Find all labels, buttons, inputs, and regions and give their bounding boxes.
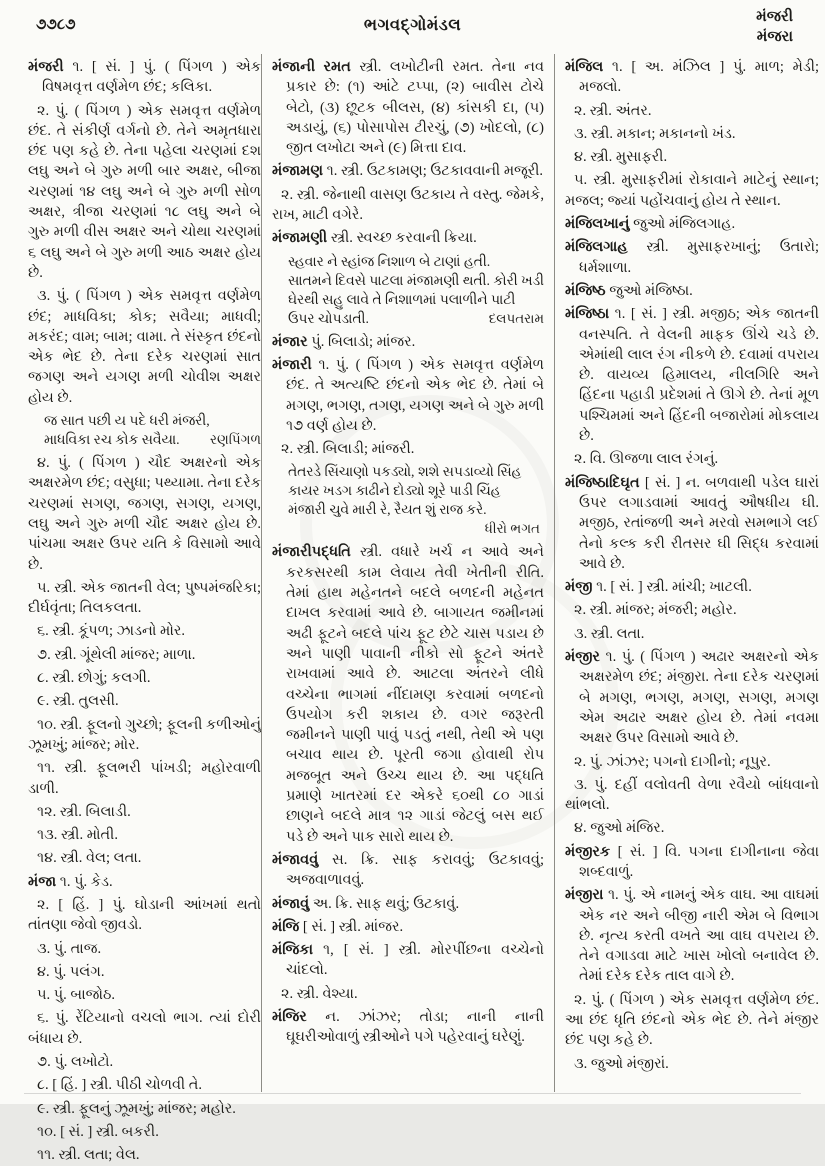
entry-sense: ૩. પું. ( પિંગળ ) એક સમવૃત્ત વર્ણમેળ છંદ; માધવિકા; કોક; સવૈયા; માધવી; મકરંદ; વામ; બામ; વામા. તે સંસ્કૃત છંદનો એક ભેદ છે. તેના દરેક ચરણમાં સાત જગણ અને યગણ મળી ચોવીશ અક્ષર હોય છે. [28,288,261,406]
dictionary-entry: મંજીરક [ સં. ] વિ. પગના દાગીનાના જેવા શબ્દવાળું. [565,843,820,880]
verse-quote [288,462,544,538]
entry-sense: ૪. પું. ( પિંગળ ) ચૌદ અક્ષરનો એક અક્ષરમેળ છંદ; વસુધા; પથ્યામા. તેના દરેક ચરણમાં સગણ, જગણ, સગણ, યગણ, લઘુ અને ગુરુ મળી ચૌદ અક્ષર હોય છે. પાંચમા અક્ષર ઉપર યતિ કે વિસામો આવે છે. [28,455,261,573]
verse-line: ઘેરથી સહુ લાવે તે નિશાળમાં પલાળીને પાટી [288,291,516,307]
headword: મંજરી [28,59,73,75]
dictionary-entry: મંજીરા ૧. પું. એ નામનું એક વાઘ. આ વાઘમાં એક નર અને બીજી નારી એમ બે વિભાગ છે. નૃત્ય કરતી વખતે આ વાઘ વપરાય છે. તેને વગાડવા માટે ખાસ ખોલો બનાવેલ છે. તેમાં દરેક દરેક તાલ વાગે છે. [565,887,819,985]
entry-sense: ૩. જુઓ મંજીરાં. [574,1055,669,1072]
verse-attribution: રણપિંગળ [210,432,261,448]
verse-attribution: દલપતરામ [488,310,544,326]
entry-sense: ૧૪. સ્ત્રી. વેલ; લતા. [37,850,142,867]
headword: મંજિષ્ઠા [565,306,615,323]
entry-sense: ૩. સ્ત્રી. લતા. [574,625,645,642]
verse-quote [288,252,544,328]
entry-sense: ૫. સ્ત્રી. મુસાફરીમાં રોકાવાને માટેનું સ્થાન; મજલ; જ્યાં પહોંચવાનું હોય તે સ્થાન. [565,172,819,209]
dictionary-entry: મંજારીપદ્ધતિ સ્ત્રી. વધારે ખર્ચ ન આવે અને કરકસરથી કામ લેવાય તેવી ખેતીની રીતિ. તેમાં હાથ મહેનતને બદલે બળદની મહેનત દાખલ કરવામાં આવે છે. બાગાયત જમીનમાં અઢી ફૂટને બદલે પાંચ ફૂટ છેટે ચાસ પડાય છે અને પાણી પાવાની નીકો સો ફૂટને અંતરે રાખવામાં આવે છે. આટલા અંતરને લીધે વચ્ચેના ભાગમાં નીંદામણ કરવામાં બળદનો ઉપયોગ કરી શકાય છે. વગર જરૂરતી જમીનને પાણી પાવું પડતું નથી, તેથી એ પણ બચાવ થાય છે. પૂરતી જગા હોવાથી રોપ મજબૂત અને ઉચ્ચ થાય છે. આ પદ્ધતિ પ્રમાણે ખાતરમાં દર એકરે ૬૦થી ૮૦ ગાડાં છાણને બદલે માત્ર ૧૨ ગાડાં જેટલું બસ થઈ પડે છે અને પાક સારો થાય છે. [272,544,544,845]
entry-sense: ૩. સ્ત્રી. મકાન; મકાનનો ખંડ. [574,125,736,142]
dictionary-entry: મંજામણ ૧. સ્ત્રી. ઉટકામણ; ઉટકાવવાની મજૂરી. [272,163,544,180]
verse-line: જ સાત પછી ય પદે ધરી મંજરી, [44,413,210,429]
dictionary-entry: મંજિર ન. ઝાંઝર; તોડા; નાની નાની ઘૂઘરીઓવાળું સ્ત્રીઓને પગે પહેરવાનું ઘરેણું. [272,1008,545,1046]
entry-sense: ૫. સ્ત્રી. એક જાતની વેલ; પુષ્પમંજરિકા; દીર્ઘવૃંતા; તિલકલતા. [28,579,261,617]
entry-sense: ૫. પું. બાજોઠ. [37,987,116,1004]
entry-sense: ૭. સ્ત્રી. ગૂંથેલી માંજર; માળા. [37,646,196,663]
headword: મંજિર [272,1008,326,1025]
verse-line: સ્હવાર ને સ્હાંજ નિશાળ બે ટાણાં હતી. [288,253,491,269]
dictionary-entry: મંજિષ્ઠાદિઘૃત [ સં. ] ન. બળવાથી પડેલ ઘારાં ઉપર લગાડવામાં આવતું ઔષધીય ઘી. મજીઠ, રતાંજળી અને મરવો સમભાગે લઈ તેનો કલ્ક કરી રીતસર ઘી સિદ્ધ કરવામાં આવે છે. [565,474,819,572]
bottom-rule [24,1093,801,1094]
entry-sense: ૨. પું. ( પિંગળ ) એક સમવૃત્ત વર્ણમેળ છંદ. આ છંદ ધૃતિ છંદનો એક ભેદ છે. તેને મંજીર છંદ પણ કહે છે. [565,991,819,1049]
dictionary-entry: મંજિલ ૧. [ અ. મંઝિલ ] પું. માળ; મેડી; મજલો. [565,59,819,96]
entry-sense: ૧૨. સ્ત્રી. બિલાડી. [37,803,131,820]
dictionary-entry: મંજિ [ સં. ] સ્ત્રી. માંજર. [272,918,404,935]
dictionary-entry: મંજિલખાનું જુઓ મંજિલગાહ. [565,216,736,233]
headword: મંજિલગાહ [565,239,647,256]
dictionary-entry: મંજા ૧. પું. કેડ. [28,873,113,890]
dictionary-entry: મંજિષ્ઠા ૧. [ સં. ] સ્ત્રી. મજીઠ; એક જાતની વનસ્પતિ. તે વેલની માફક ઊંચે ચડે છે. એમાંથી લાલ રંગ નીકળે છે. દવામાં વપરાય છે. વાયવ્ય હિમાલય, નીલગિરિ અને હિંદના પહાડી પ્રદેશમાં તે ઊગે છે. તેનાં મૂળ પશ્ચિમમાં અને હિંદની બજારોમાં મોકલાય છે. [565,306,819,445]
entry-sense: ૭. પું. લખોટો. [37,1054,114,1071]
entry-sense: ૩. પું. તાજ. [37,940,102,957]
entry-sense: ૯. સ્ત્રી. ફૂલનું ઝૂમખું; માંજર; મહોર. [37,1100,236,1117]
verse-line: મંજારી ચુવે મારી રે, રૈયત શું રાજ કરે. [288,502,487,518]
entry-sense: ૯. સ્ત્રી. તુલસી. [37,693,119,710]
entry-sense: ૨. સ્ત્રી. માંજર; મંજરી; મહોર. [574,602,737,619]
page-number: ૭૭૮૭ [36,17,76,33]
header-guide-words [756,7,793,47]
entry-sense: ૨. સ્ત્રી. જેનાથી વાસણ ઉટકાય તે વસ્તુ. જેમકે, રાખ, માટી વગેરે. [272,186,544,224]
text-columns [28,54,820,1164]
verse-line: ઉપર ચોપડાતી. દલપતરામ [288,310,544,326]
entry-sense: ૧૩. સ્ત્રી. મોતી. [37,827,118,844]
entry-sense: ૮. સ્ત્રી. છોગું; કલગી. [37,670,151,687]
headword: મંજામણ [272,163,327,180]
dictionary-entry: મંજિષ્ઠ જુઓ મંજિષ્ઠા. [565,282,693,299]
entry-sense: ૨. સ્ત્રી. અંતર. [574,102,652,119]
headword: મંજીર [565,649,606,666]
headword: મંજારીપદ્ધતિ [272,544,360,561]
entry-sense: ૪. જુઓ મંજિર. [574,820,665,837]
verse-quote [44,411,261,449]
entry-sense: ૧૧. સ્ત્રી. લતા; વેલ. [37,1147,140,1164]
entry-sense: ૧૦. [ સં. ] સ્ત્રી. બકરી. [37,1123,159,1140]
entry-sense: ૨. વિ. ઊજળા લાલ રંગનું. [574,451,719,468]
dictionary-entry: મંજી ૧. [ સં. ] સ્ત્રી. માંચી; ખાટલી. [565,579,752,596]
entry-sense: ૨. પું. ઝાંઝર; પગનો દાગીનો; નૂપુર. [574,753,771,770]
verse-line: માધવિકા રચ કોક સવૈયા. રણપિંગળ [44,432,261,448]
headword: મંજીરક [565,843,618,860]
headword: મંજિષ્ઠાદિઘૃત [565,474,645,491]
dictionary-entry: મંજીર ૧. પું. ( પિંગળ ) અઢાર અક્ષરનો એક અક્ષરમેળ છંદ; મંજીરા. તેના દરેક ચરણમાં બે મગણ, ભગણ, મગણ, સગણ, મગણ એમ અઢાર અક્ષર હોય છે. તેમાં નવમા અક્ષર ઉપર વિસામો આવે છે. [565,649,820,747]
entry-sense: ૬. સ્ત્રી. કૂંપળ; ઝાડનો મોર. [37,623,186,640]
entry-sense: ૩. પું. દહીં વલોવતી વેળા રવૈયો બાંધવાનો થાંભલો. [565,776,819,814]
column-1 [28,54,261,1164]
entry-sense: ૨. સ્ત્રી. બિલાડી; માંજરી. [281,441,415,458]
headword: મંજામણી [272,230,331,247]
headword: મંજિષ્ઠ [565,282,610,299]
entry-sense: ૪. પું. પલંગ. [37,963,105,980]
entry-sense: ૨. સ્ત્રી. વેશ્યા. [281,985,358,1002]
headword: મંજિલ [565,59,612,75]
verse-line: કાયર ખડગ કાઢીને દોડ્યો શૂરે પાડી ચિંહ [288,483,501,499]
verse-line: સાતમને દિવસે પાટલા મંજામણી થતી. કોરી ખડી [288,272,544,288]
headword: મંજારી [272,356,319,373]
headword: મંજા [28,873,60,890]
entry-sense: ૪. સ્ત્રી. મુસાફરી. [574,149,668,166]
headword: મંજાની રમત [272,59,360,75]
verse-line: તેતરડે સિંચાણો પકડ્યો, શશે સપડાવ્યો સિંહ [288,464,522,480]
headword: મંજિકા [272,942,323,959]
entry-sense: ૮. [ હિં. ] સ્ત્રી. પીઠી ચોળવી તે. [37,1077,202,1094]
dictionary-entry: મંજારી ૧. પું. ( પિંગળ ) એક સમવૃત્ત વર્ણમેળ છંદ. તે અત્યષ્ટિ છંદનો એક ભેદ છે. તેમાં બે મગણ, ભગણ, તગણ, યગણ અને બે ગુરુ મળી ૧૭ વર્ણ હોય છે. [272,356,544,434]
entry-sense: ૬. પું. રેંટિયાનો વચલો ભાગ. ત્યાં દોરી બંધાય છે. [28,1010,261,1047]
headword: મંજાવું [272,895,313,912]
entry-sense: ૧૧. સ્ત્રી. ફૂલભરી પાંખડી; મહોરવાળી ડાળી. [28,760,261,797]
verse-attribution: ધીરો ભગત [484,521,540,537]
entry-sense: ૨. [ હિં. ] પું. ઘોડાની આંખમાં થતો તાંતણા જેવો જીવડો. [28,896,261,934]
column-2 [262,54,554,1092]
dictionary-entry: મંજાની રમત સ્ત્રી. લખોટીની રમત. તેના નવ પ્રકાર છે: (૧) આંટે ટપ્પા, (૨) બાવીસ ટોચે બેટો, (૩) છૂટક બીલસ, (૪) કાંસકી દા, (૫) અડાયું, (૬) પોસાપોસ ટીરચું, (૭) ખોદલો, (૮) જીત લખોટા અને (૯) મિત્તા દાવ. [272,59,544,157]
dictionary-entry: મંજાવું અ. ક્રિ. સાફ થવું; ઉટકાવું. [272,895,460,912]
dictionary-entry: મંજામણી સ્ત્રી. સ્વચ્છ કરવાની ક્રિયા. [272,230,477,247]
guide-word-first: મંજરી [756,9,793,25]
headword: મંજિ [272,918,303,935]
page-title: ભગવદ્ગોમંડલ [363,15,462,34]
headword: મંજિલખાનું [565,216,634,233]
headword: મંજાર [272,333,312,350]
entry-sense: ૨. પું. ( પિંગળ ) એક સમવૃત્ત વર્ણમેળ છંદ. તે સંકીર્ણ વર્ગનો છે. તેને અમૃતધારા છંદ પણ કહે છે. તેના પહેલા ચરણમાં દશ લઘુ અને બે ગુરુ મળી બાર અક્ષર, બીજા ચરણમાં ૧૪ લઘુ અને બે ગુરુ મળી સોળ અક્ષર, ત્રીજા ચરણમાં ૧૮ લઘુ અને બે ગુરુ મળી વીસ અક્ષર અને ચોથા ચરણમાં ૬ લઘુ અને બે ગુરુ મળી આઠ અક્ષર હોય છે. [28,102,261,281]
dictionary-entry: મંજરી ૧. [ સં. ] પું. ( પિંગળ ) એક વિષમવૃત્ત વર્ણમેળ છંદ; કલિકા. [28,59,261,96]
dictionary-entry: મંજાવવું સ. ક્રિ. સાફ કરાવવું; ઉટકાવવું; અજવાળાવવું. [272,851,544,889]
dictionary-entry: મંજિકા ૧, [ સં. ] સ્ત્રી. મોરપીંછના વચ્ચેનો ચાંદલો. [272,942,544,979]
headword: મંજીરા [565,887,608,904]
entry-sense: ૧૦. સ્ત્રી. ફૂલનો ગુચ્છો; ફૂલની કળીઓનું ઝૂમખું; માંજર; મોર. [28,716,261,753]
headword: મંજી [565,579,597,596]
column-3 [555,54,819,1092]
headword: મંજાવવું [272,851,333,868]
guide-word-second: મંજરા [756,29,793,45]
dictionary-entry: મંજિલગાહ સ્ત્રી. મુસાફરખાનું; ઉતારો; ધર્મશાળા. [565,239,819,276]
dictionary-entry: મંજાર પું. બિલાડો; માંજર. [272,333,416,350]
